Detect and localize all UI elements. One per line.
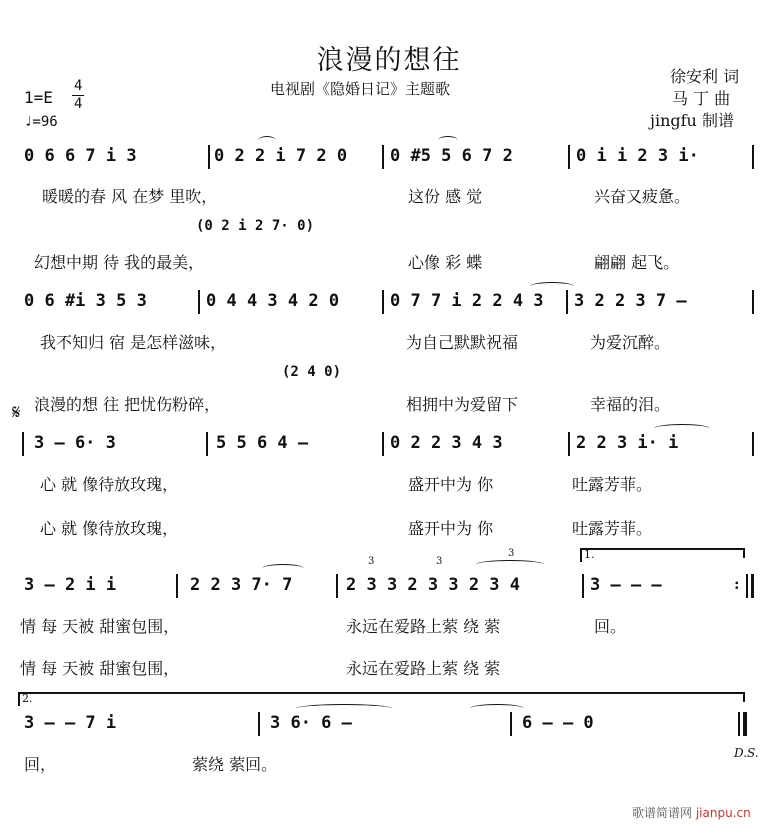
barline (510, 712, 512, 736)
lyricist-credit: 徐安利 词 (670, 67, 740, 86)
volta-bracket-left (18, 692, 20, 706)
barline (176, 574, 178, 598)
lyric-line: 幻想中期 待 我的最美， (34, 253, 205, 272)
measure-notes: 3 2 2 3 7 – (574, 291, 687, 311)
slur (438, 136, 458, 145)
lyric-line: 相拥中为爱留下 (406, 395, 519, 414)
volta-bracket-right (743, 692, 745, 702)
lyric-line: 情 每 天被 甜蜜包围， (20, 617, 180, 636)
lyric-line: 我不知归 宿 是怎样滋味， (40, 333, 227, 352)
song-subtitle: 电视剧《隐婚日记》主题歌 (270, 80, 451, 98)
measure-notes: 0 6 #i 3 5 3 (24, 291, 147, 311)
volta-number: 1. (584, 548, 595, 561)
triplet-mark: 3 (436, 556, 443, 567)
barline (208, 145, 210, 169)
barline (566, 290, 568, 314)
measure-notes: 2 3 3 2 3 3 2 3 4 (346, 575, 520, 595)
barline (382, 145, 384, 169)
lyric-line: 幸福的泪。 (590, 395, 671, 414)
barline (198, 290, 200, 314)
lyric-line: 永远在爱路上萦 绕 萦 (346, 659, 501, 678)
barline (582, 574, 584, 598)
final-repeat-barline (746, 574, 748, 598)
lyric-line: 心像 彩 蝶 (408, 253, 483, 272)
barline (336, 574, 338, 598)
measure-notes: 0 2 2 3 4 3 (390, 433, 503, 453)
lyric-line: 吐露芳菲。 (572, 519, 653, 538)
barline (22, 432, 24, 456)
barline (568, 145, 570, 169)
watermark-domain: jianpu.cn (695, 806, 751, 820)
arranger-credit: jingfu 制谱 (650, 111, 734, 130)
volta-bracket (580, 548, 744, 550)
triplet-mark: 3 (508, 548, 515, 559)
song-title: 浪漫的想往 (316, 45, 462, 76)
lyric-line: 心 就 像待放玫瑰， (40, 519, 179, 538)
barline (752, 145, 754, 169)
lyric-line: 为爱沉醉。 (590, 333, 671, 352)
lyric-line: 盛开中为 你 (408, 475, 494, 494)
lyric-line: 回， (24, 755, 57, 774)
measure-notes: 3 – 2 i i (24, 575, 117, 595)
final-repeat-barline (751, 574, 754, 598)
lyric-line: 这份 感 觉 (408, 187, 483, 206)
dal-segno-mark: D.S. (734, 746, 759, 760)
volta-number: 2. (22, 692, 33, 705)
measure-notes: 0 i i 2 3 i· (576, 146, 699, 166)
measure-notes: 2 2 3 7· 7 (190, 575, 293, 595)
lyric-line: 为自己默默祝福 (406, 333, 519, 352)
time-signature-bottom: 4 (74, 96, 83, 112)
tie (530, 282, 574, 291)
lyric-line: 心 就 像待放玫瑰， (40, 475, 179, 494)
repeat-dots: : (734, 575, 740, 593)
final-barline (738, 712, 740, 736)
triplet-slur (476, 560, 544, 569)
barline (568, 432, 570, 456)
tie (262, 564, 304, 573)
barline (258, 712, 260, 736)
intro-notes: (0 2 i 2 7· 0) (196, 218, 315, 234)
measure-notes: 6 – – 0 (522, 713, 594, 733)
watermark (632, 804, 751, 821)
measure-notes: 3 – 6· 3 (34, 433, 116, 453)
barline (206, 432, 208, 456)
watermark-site: 歌谱简谱网 (632, 806, 693, 820)
measure-notes: 3 – – 7 i (24, 713, 117, 733)
tie (470, 704, 524, 713)
triplet-mark: 3 (368, 556, 375, 567)
measure-notes: 0 4 4 3 4 2 0 (206, 291, 340, 311)
segno-sign: 𝄋 (12, 400, 21, 424)
key-signature: 1=E (24, 88, 53, 107)
final-barline (743, 712, 747, 736)
volta-bracket (18, 692, 744, 694)
barline (382, 432, 384, 456)
measure-notes: 0 6 6 7 i 3 (24, 146, 137, 166)
lyric-line: 情 每 天被 甜蜜包围， (20, 659, 180, 678)
lyric-line: 翩翩 起飞。 (594, 253, 680, 272)
composer-credit: 马 丁 曲 (672, 89, 731, 108)
tie (296, 704, 392, 713)
lyric-line: 盛开中为 你 (408, 519, 494, 538)
measure-notes: 2 2 3 i· i (576, 433, 679, 453)
barline (752, 290, 754, 314)
measure-notes: 3 – – – (590, 575, 662, 595)
measure-notes: 3 6· 6 – (270, 713, 352, 733)
lyric-line: 萦绕 萦回。 (192, 755, 278, 774)
lyric-line: 回。 (594, 617, 627, 636)
measure-notes: 0 #5 5 6 7 2 (390, 146, 513, 166)
lyric-line: 吐露芳菲。 (572, 475, 653, 494)
barline (752, 432, 754, 456)
measure-notes: 0 7 7 i 2 2 4 3 (390, 291, 544, 311)
intro-notes: (2 4 0) (282, 364, 342, 380)
barline (382, 290, 384, 314)
tie (654, 424, 710, 433)
slur (258, 136, 276, 145)
measure-notes: 0 2 2 i 7 2 0 (214, 146, 348, 166)
lyric-line: 兴奋又疲惫。 (594, 187, 691, 206)
volta-bracket-right (743, 548, 745, 558)
lyric-line: 暖暖的春 风 在梦 里吹， (42, 187, 218, 206)
lyric-line: 浪漫的想 往 把忧伤粉碎， (34, 395, 221, 414)
volta-bracket-left (580, 548, 582, 562)
tempo-marking: ♩=96 (24, 114, 58, 130)
time-signature-top: 4 (74, 78, 83, 94)
measure-notes: 5 5 6 4 – (216, 433, 309, 453)
lyric-line: 永远在爱路上萦 绕 萦 (346, 617, 501, 636)
